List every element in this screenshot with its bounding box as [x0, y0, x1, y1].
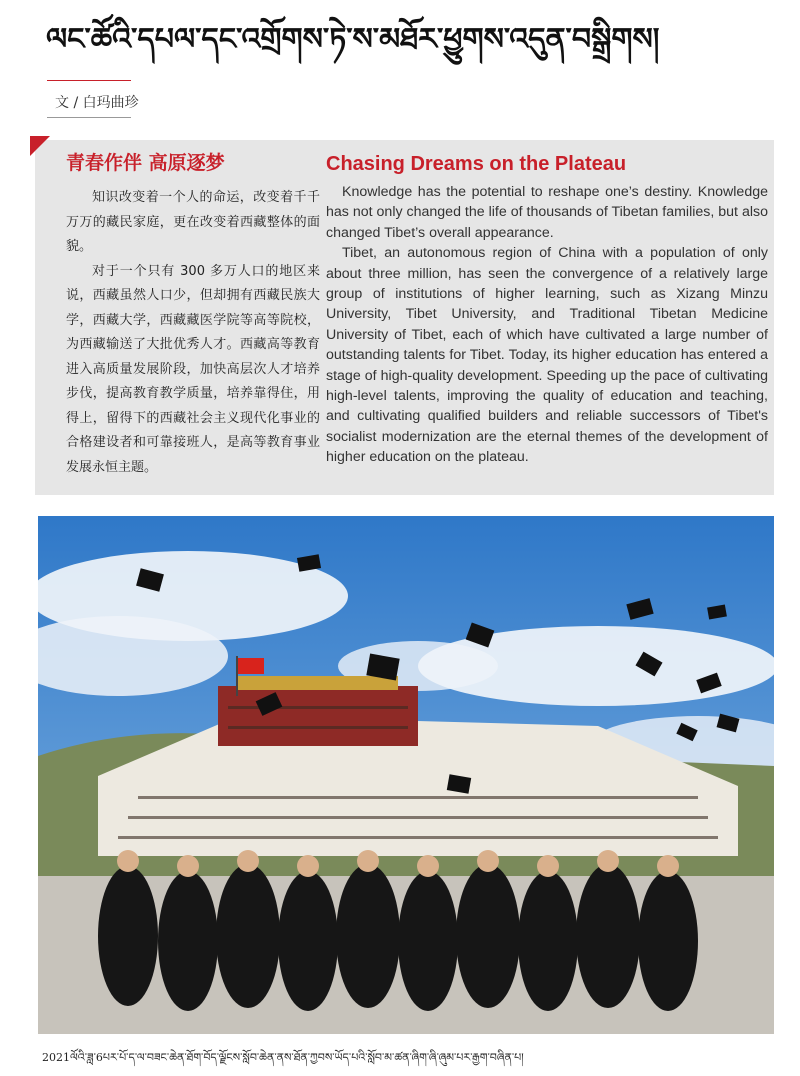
english-heading: Chasing Dreams on the Plateau	[326, 153, 627, 175]
english-column	[326, 150, 768, 468]
title-rule	[47, 80, 131, 81]
chinese-heading: 青春作伴 高原逐梦	[66, 152, 225, 174]
byline: 文 / 白玛曲珍	[55, 95, 139, 111]
graduation-photo	[38, 516, 774, 1034]
english-paragraph: Tibet, an autonomous region of China with a population of only about three million, has seen the convergence of a relatively large group of institutions of higher learning, such as Xizang Minzu University, Tibet University, and Traditional Tibetan Medicine University of Tibet, each of which have cultivated a large number of outstanding talents for Tibet. Today, its higher education has entered a stage of high-quality development. Speeding up the pace of cultivating high-level talents, improving the quality of education and teaching, and cultivating qualified builders and reliable successors of Tibet's socialist modernization are the eternal themes of the development of higher education on the plateau.	[326, 245, 768, 466]
tibetan-title: ལང་ཚོའི་དཔལ་དང་འགྲོགས་ཏེ་ས་མཐོར་ཕྱུགས་འདུན་བསྒྲིགས།	[46, 22, 660, 57]
english-paragraph: Knowledge has the potential to reshape one’s destiny. Knowledge has not only changed the life of thousands of Tibetan families, but also changed Tibet’s overall appearance.	[326, 184, 768, 241]
byline-rule	[47, 117, 131, 118]
chinese-column	[66, 150, 320, 480]
chinese-paragraph: 对于一个只有 300 多万人口的地区来说，西藏虽然人口少，但却拥有西藏民族大学，西藏大学，西藏藏医学院等高等院校，为西藏输送了大批优秀人才。西藏高等教育进入高质量发展阶段，加快高层次人才培养步伐，提高教育教学质量，培养靠得住，用得上，留得下的西藏社会主义现代化事业的合格建设者和可靠接班人，是高等教育事业发展永恒主题。	[66, 263, 320, 475]
corner-marker	[30, 136, 50, 156]
photo-caption: 2021ལོའི་ཟླ་6པར་པོ་ད་ལ་བཟང་ཆེན་ཐོག་བོད་ལྗོངས་སློབ་ཆེན་ནས་ཐོན་ཀྱབས་ཡོད་པའི་སློབ་མ་ཚན་ཞིག་ཞི་ཞུམ་པར་རྒྱག་བཞིན་པ།	[42, 1051, 524, 1064]
chinese-paragraph: 知识改变着一个人的命运，改变着千千万万的藏民家庭，更在改变着西藏整体的面貌。	[66, 190, 320, 254]
photo-illustration	[38, 516, 774, 1034]
